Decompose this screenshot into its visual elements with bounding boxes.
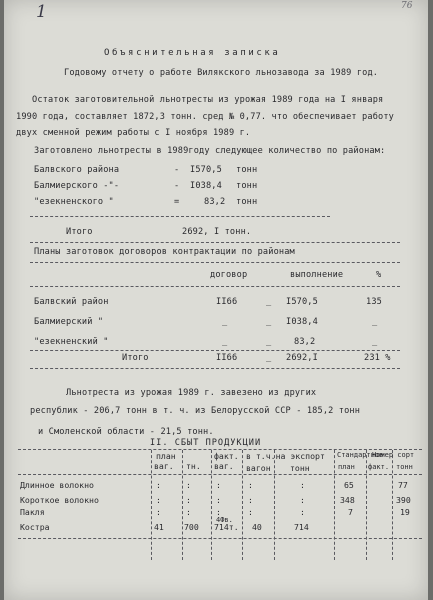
region-value: I038,4: [190, 181, 222, 191]
head-export: в т.ч.на экспорт: [246, 451, 325, 461]
divider: [30, 262, 400, 263]
row-c4: 40: [252, 522, 262, 532]
row-standard: 7: [348, 507, 353, 517]
table-border-bottom: [18, 538, 422, 539]
table-border-top: [18, 449, 422, 450]
head-export-tonn: тонн: [290, 463, 310, 473]
head-standard-plan: план: [338, 463, 355, 471]
plan-row-name: "езекненский ": [34, 337, 109, 347]
procurement-intro: Заготовлено льнотресты в 1989году следующее количество по районам:: [34, 146, 386, 156]
plan-total-dogovor: II66: [216, 353, 238, 363]
kostra-note: 4Фв.: [216, 516, 233, 524]
plan-row-dogovor: _: [222, 317, 228, 327]
section2-title: II. СБЫТ ПРОДУКЦИИ: [150, 438, 262, 448]
head-fakt-vag: ваг.: [214, 461, 234, 471]
head-fakt: факт.: [214, 451, 239, 461]
row-c5: :: [300, 495, 305, 505]
col-sep: [392, 450, 393, 560]
plan-row-vyp: I570,5: [286, 297, 318, 307]
head-standard-fakt: факт.: [368, 463, 390, 471]
row-c4: :: [248, 480, 253, 490]
head-plan-tn: тн.: [186, 461, 201, 471]
row-standard: 348: [340, 495, 355, 505]
region-unit: тонн: [236, 181, 258, 191]
row-c1: :: [156, 495, 161, 505]
row-c4: :: [248, 507, 253, 517]
head-plan: план: [156, 451, 176, 461]
region-value: I570,5: [190, 165, 222, 175]
row-c3: :: [216, 480, 221, 490]
corner-mark-left: 1: [36, 2, 47, 22]
divider: [30, 368, 400, 369]
table-border-mid: [18, 474, 422, 475]
plan-total-label: Итого: [122, 353, 149, 363]
row-number: 390: [396, 495, 411, 505]
row-number: 77: [398, 480, 408, 490]
head-plan-vag: ваг.: [154, 461, 174, 471]
para2-line3: и Смоленской области - 21,5 тонн.: [38, 427, 214, 437]
row-number: 19: [400, 507, 410, 517]
divider: [30, 350, 400, 351]
plan-row-vyp: 83,2: [294, 337, 316, 347]
col-sep: [242, 450, 243, 560]
head-standard: Стандартное: [337, 451, 384, 459]
row-name: Пакля: [20, 507, 45, 517]
para1-line3: двух сменной режим работы с I ноября 1989 г.: [16, 128, 251, 138]
region-unit: тонн: [236, 197, 258, 207]
document-title: Объяснительная записка: [104, 48, 281, 58]
plan-total-pct: 231 %: [364, 353, 391, 363]
head-number-tonn: тонн: [396, 463, 413, 471]
plan-row-sep: _: [266, 337, 272, 347]
row-c1: :: [156, 507, 161, 517]
region-unit: тонн: [236, 165, 258, 175]
divider: [30, 286, 400, 287]
row-c2: 700: [184, 522, 199, 532]
row-c3: 714т.: [214, 522, 239, 532]
row-c2: :: [186, 495, 191, 505]
row-c3: :: [216, 495, 221, 505]
plan-row-sep: _: [266, 317, 272, 327]
plan-total-sep: _: [266, 353, 272, 363]
row-c2: :: [186, 480, 191, 490]
plan-row-dogovor: _: [222, 337, 228, 347]
plan-title: Планы заготовок договоров контрактации по районам: [34, 247, 295, 257]
head-export-vagon: вагон: [246, 463, 271, 473]
document-page: [4, 0, 428, 600]
row-standard: 65: [344, 480, 354, 490]
document-subtitle: Годовому отчету о работе Вилякского льнозавода за 1989 год.: [64, 68, 379, 78]
row-c1: :: [156, 480, 161, 490]
plan-head-dogovor: договор: [210, 270, 248, 280]
plan-head-pct: %: [376, 270, 382, 280]
region-name: Балмиерского -"-: [34, 181, 120, 191]
divider: [30, 242, 400, 243]
col-sep: [151, 450, 152, 560]
col-sep: [211, 450, 212, 560]
col-sep: [182, 450, 183, 560]
plan-row-sep: _: [266, 297, 272, 307]
row-c3: :: [216, 507, 221, 517]
plan-head-vypolnenie: выполнение: [290, 270, 344, 280]
head-number: Номер сорт: [372, 451, 415, 459]
region-name: "езекненского ": [34, 197, 114, 207]
plan-row-vyp: I038,4: [286, 317, 318, 327]
plan-row-name: Балмиерский ": [34, 317, 104, 327]
col-sep: [274, 450, 275, 560]
para2-line2: республик - 206,7 тонн в т. ч. из Белорусской ССР - 185,2 тонн: [30, 406, 361, 416]
row-c5: :: [300, 507, 305, 517]
page-number: 76: [401, 1, 413, 11]
divider: [30, 216, 330, 217]
plan-row-name: Балвский район: [34, 297, 109, 307]
row-name: Длинное волокно: [20, 480, 94, 490]
row-c1: 41: [154, 522, 164, 532]
col-sep: [366, 450, 367, 560]
row-name: Короткое волокно: [20, 495, 99, 505]
row-c5: 714: [294, 522, 309, 532]
region-name: Балвского района: [34, 165, 120, 175]
plan-row-pct: 135: [366, 297, 382, 307]
row-c5: :: [300, 480, 305, 490]
row-c4: :: [248, 495, 253, 505]
para1-line2: 1990 года, составляет 1872,3 тонн. сред № 0,77. что обеспечивает работу: [16, 112, 394, 122]
plan-row-dogovor: II66: [216, 297, 238, 307]
row-name: Костра: [20, 522, 50, 532]
col-sep: [334, 450, 335, 560]
total-value: 2692, I тонн.: [182, 227, 252, 237]
plan-total-vyp: 2692,I: [286, 353, 318, 363]
plan-row-pct: _: [372, 317, 378, 327]
region-eq: -: [174, 165, 180, 175]
region-eq: -: [174, 181, 180, 191]
region-value: 83,2: [204, 197, 226, 207]
region-eq: =: [174, 197, 180, 207]
row-c2: :: [186, 507, 191, 517]
para2-line1: Льнотреста из урожая 1989 г. завезено из других: [66, 388, 317, 398]
total-label: Итого: [66, 227, 93, 237]
plan-row-pct: _: [372, 337, 378, 347]
para1-line1: Остаток заготовительной льнотресты из урожая 1989 года на I января: [32, 95, 384, 105]
